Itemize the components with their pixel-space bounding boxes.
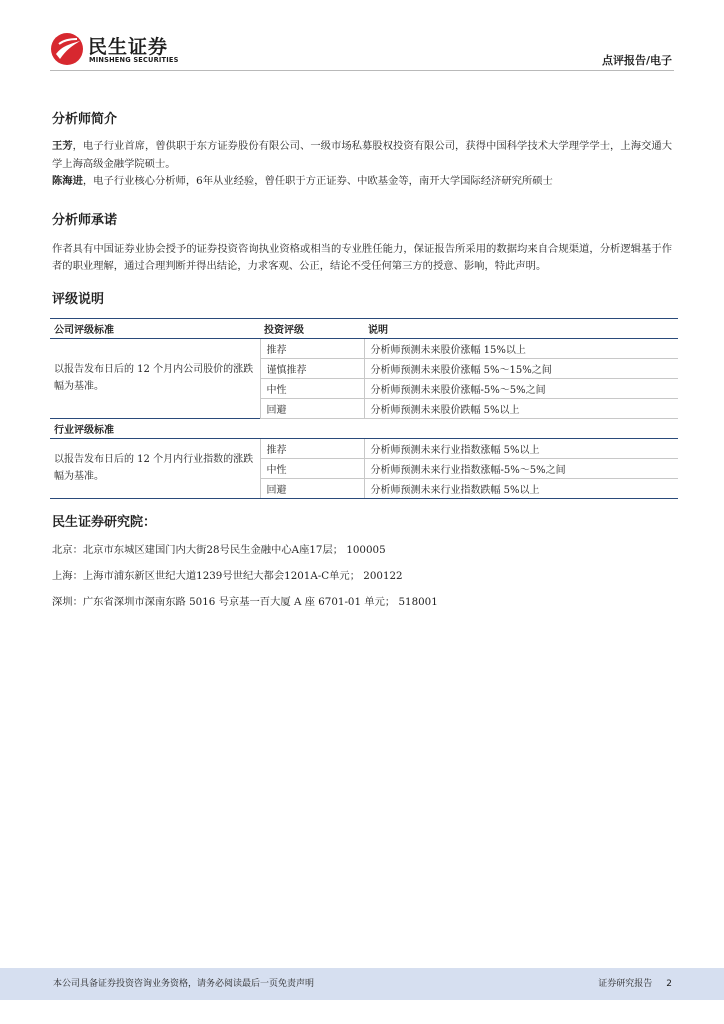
rating-description: 分析师预测未来股价跌幅 5%以上 <box>364 398 678 418</box>
footer-disclaimer: 本公司具备证券投资咨询业务资格，请务必阅读最后一页免责声明 <box>53 979 315 989</box>
company-rating-basis: 以报告发布日后的 12 个月内公司股价的涨跌幅为基准。 <box>50 338 260 418</box>
header-divider <box>50 70 674 71</box>
rating-grade: 回避 <box>260 398 364 418</box>
rating-grade: 中性 <box>260 378 364 398</box>
analyst-name: 陈海进 <box>52 175 83 187</box>
logo-english-name: MINSHENG SECURITIES <box>89 56 179 64</box>
analyst-list <box>52 138 672 191</box>
empty-header-cell <box>260 418 364 438</box>
industry-rating-basis: 以报告发布日后的 12 个月内行业指数的涨跌幅为基准。 <box>50 438 260 498</box>
rating-description: 分析师预测未来股价涨幅 15%以上 <box>364 338 678 358</box>
analyst-bio-text: ，电子行业核心分析师，6年从业经验，曾任职于方正证券、中欧基金等，南开大学国际经济研究所硕士 <box>82 175 553 187</box>
investment-rating-header: 投资评级 <box>260 318 364 338</box>
page-content <box>52 110 672 609</box>
industry-rating-standard-header: 行业评级标准 <box>50 418 260 438</box>
commitment-text: 作者具有中国证券业协会授予的证券投资咨询执业资格或相当的专业胜任能力，保证报告所采用的数据均来自合规渠道，分析逻辑基于作者的职业理解，通过合理判断并得出结论，力求客观、公正，结论不受任何第三方的授意、影响，特此声明。 <box>52 242 672 272</box>
address-shanghai: 上海：上海市浦东新区世纪大道1239号世纪大都会1201A-C单元； 200122 <box>52 569 403 582</box>
rating-description: 分析师预测未来股价涨幅 5%～15%之间 <box>364 358 678 378</box>
industry-rating-header <box>50 418 678 438</box>
report-category: 点评报告/电子 <box>601 54 672 67</box>
company-rating-standard-header: 公司评级标准 <box>50 318 260 338</box>
page-footer <box>0 968 724 1000</box>
rating-description: 分析师预测未来行业指数涨幅-5%～5%之间 <box>364 458 678 478</box>
rating-grade: 中性 <box>260 458 364 478</box>
analyst-intro-title: 分析师简介 <box>52 112 118 127</box>
footer-right <box>598 976 672 989</box>
rating-description: 分析师预测未来行业指数跌幅 5%以上 <box>364 478 678 498</box>
footer-report-type: 证券研究报告 <box>598 979 653 989</box>
analyst-name: 王芳 <box>52 140 73 152</box>
rating-grade: 谨慎推荐 <box>260 358 364 378</box>
logo-chinese-name: 民生证券 <box>88 36 169 58</box>
institute-title: 民生证券研究院： <box>52 514 157 530</box>
table-row <box>50 438 678 458</box>
empty-header-cell <box>364 418 678 438</box>
rating-grade: 回避 <box>260 478 364 498</box>
commitment-title: 分析师承诺 <box>52 212 118 228</box>
page-header <box>0 0 724 72</box>
address-list <box>52 543 672 609</box>
table-row <box>50 338 678 358</box>
rating-description: 分析师预测未来股价涨幅-5%～5%之间 <box>364 378 678 398</box>
rating-table <box>50 318 678 499</box>
page-number: 2 <box>666 979 672 989</box>
rating-grade: 推荐 <box>260 338 364 358</box>
analyst-bio-text: ，电子行业首席，曾供职于东方证券股份有限公司、一级市场私募股权投资有限公司，获得中国科学技术大学理学学士，上海交通大学上海高级金融学院硕士。 <box>52 140 673 170</box>
rating-description: 分析师预测未来行业指数涨幅 5%以上 <box>364 438 678 458</box>
explanation-header: 说明 <box>364 318 678 338</box>
minsheng-logo-icon <box>50 32 84 66</box>
address-shenzhen: 深圳：广东省深圳市深南东路 5016 号京基一百大厦 A 座 6701-01 单元； 518001 <box>52 595 438 608</box>
rating-grade: 推荐 <box>260 438 364 458</box>
analyst-bio <box>52 138 672 173</box>
company-rating-header <box>50 318 678 338</box>
rating-title: 评级说明 <box>52 291 105 307</box>
analyst-bio <box>52 173 672 191</box>
address-beijing: 北京：北京市东城区建国门内大街28号民生金融中心A座17层； 100005 <box>52 543 386 556</box>
